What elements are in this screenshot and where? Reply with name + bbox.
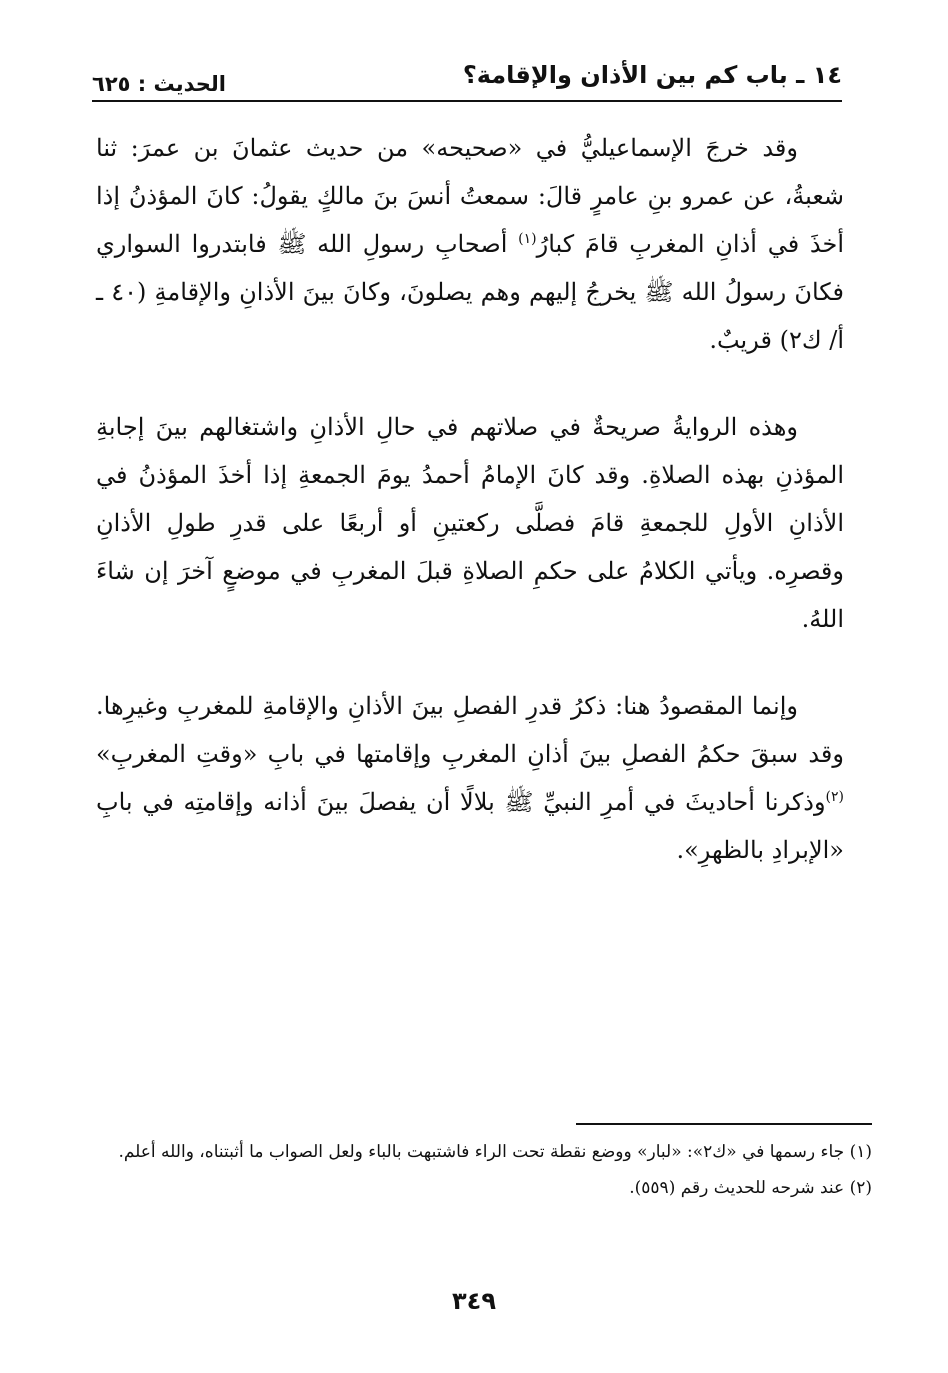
footnote-2: (٢) عند شرحه للحديث رقم (٥٥٩). — [629, 1178, 872, 1198]
running-header — [92, 56, 842, 102]
footnote-1: (١) جاء رسمها في «ك٢»: «لبار» ووضع نقطة تحت الراء فاشتبهت بالباء ولعل الصواب ما أثبتناه، والله أعلم. — [118, 1142, 872, 1162]
page-number: ٣٤٩ — [452, 1287, 496, 1315]
paragraph-2-text: وهذه الروايةُ صريحةٌ في صلاتهم في حالِ الأذانِ واشتغالهم بينَ إجابةِ المؤذنِ بهذه الصلاةِ. وقد كانَ الإمامُ أحمدُ يومَ الجمعةِ إذا أخذَ المؤذنُ في الأذانِ الأولِ للجمعةِ قامَ فصلَّى ركعتينِ أو أربعًا على قدرِ طولِ الأذانِ وقصرِه. ويأتي الكلامُ على حكمِ الصلاةِ قبلَ المغربِ في موضعٍ آخرَ إن شاءَ اللهُ. — [96, 413, 844, 633]
paragraph-1 — [96, 124, 844, 364]
footnote-marker-2: (٢) — [825, 789, 844, 805]
paragraph-3-text-a: وإنما المقصودُ هنا: ذكرُ قدرِ الفصلِ بينَ الأذانِ والإقامةِ للمغربِ وغيرِها. وقد سبقَ حكمُ الفصلِ بينَ أذانِ المغربِ وإقامتها في بابِ «وقتِ المغربِ» — [96, 692, 844, 768]
paragraph-3 — [96, 682, 844, 874]
footnotes — [104, 1137, 872, 1209]
paragraph-1-text-a: وقد خرجَ الإسماعيليُّ في «صحيحه» من حديث عثمانَ بن عمرَ: ثنا شعبةُ، عن عمرو بنِ عامرٍ قالَ: سمعتُ أنسَ بنَ مالكٍ يقولُ: كانَ المؤذنُ إذا أخذَ في أذانِ المغربِ قامَ كبارُ — [96, 134, 845, 258]
paragraph-1-text-b: أصحابِ رسولِ الله ﷺ فابتدروا السواري فكانَ رسولُ الله ﷺ يخرجُ إليهم وهم يصلونَ، وكانَ بينَ الأذانِ والإقامةِ (٤٠ ـ أ/ ك٢) قريبٌ. — [96, 230, 844, 354]
paragraph-3-text-b: وذكرنا أحاديثَ في أمرِ النبيِّ ﷺ بلالًا أن يفصلَ بينَ أذانه وإقامتِه في بابِ «الإبرادِ بالظهرِ». — [96, 788, 844, 864]
body-text — [96, 124, 844, 913]
paragraph-2 — [96, 403, 844, 643]
footnote-marker-1: (١) — [518, 231, 537, 247]
hadith-reference: الحديث : ٦٢٥ — [92, 72, 226, 96]
footnote-separator — [576, 1123, 872, 1125]
chapter-title: ١٤ ـ باب كم بين الأذان والإقامة؟ — [462, 61, 842, 89]
